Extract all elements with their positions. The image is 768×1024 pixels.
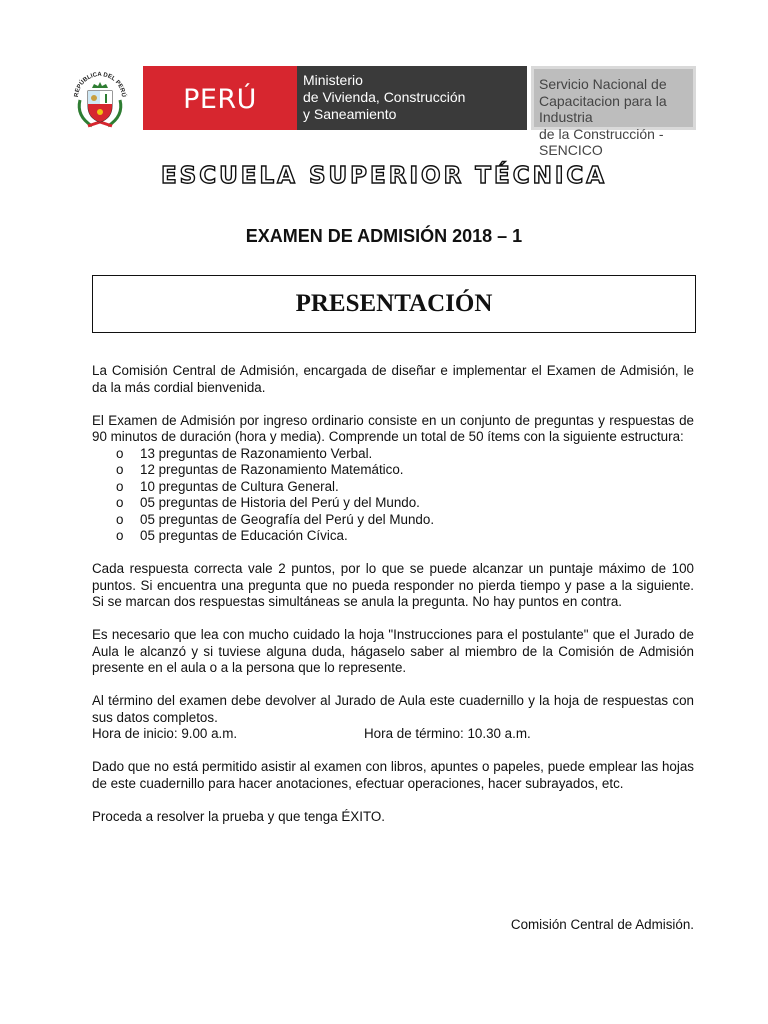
paragraph-closing: Proceda a resolver la prueba y que tenga ÉXITO. <box>92 808 386 824</box>
list-item <box>92 495 694 512</box>
school-title: ESCUELA SUPERIOR TÉCNICA <box>160 163 608 189</box>
ministry-line: Ministerio <box>303 72 363 88</box>
seal-text: REPÚBLICA DEL PERÚ <box>73 71 127 98</box>
section-title: PRESENTACIÓN <box>295 290 493 317</box>
list-item-text: 05 preguntas de Educación Cívica. <box>140 528 348 543</box>
coat-of-arms-seal <box>66 64 134 132</box>
list-item <box>92 446 694 463</box>
bullet-icon: o <box>116 528 124 543</box>
list-item <box>92 462 694 479</box>
ministry-line: y Saneamiento <box>303 106 397 122</box>
sencico-line: de la Construcción - SENCICO <box>539 125 664 158</box>
bullet-icon: o <box>116 478 124 494</box>
section-title-box <box>92 275 696 333</box>
sencico-line: Servicio Nacional de <box>539 76 667 92</box>
ministry-block <box>297 66 527 130</box>
paragraph-materials: Dado que no está permitido asistir al examen con libros, apuntes o papeles, puede emplear las hojas de este cuadernillo para hacer anotaciones, efectuar operaciones, hacer subrayados, etc. <box>92 759 694 791</box>
paragraph-return: Al término del examen debe devolver al Jurado de Aula este cuadernillo y la hoja de respuestas con sus datos completos. <box>92 693 694 725</box>
list-item <box>92 479 694 496</box>
peru-label: PERÚ <box>183 84 257 115</box>
signature: Comisión Central de Admisión. <box>510 917 694 932</box>
list-item <box>92 528 694 545</box>
paragraph-instructions: Es necesario que lea con mucho cuidado la hoja "Instrucciones para el postulante" que el Jurado de Aula le alcanzó y si tuviese alguna duda, hágaselo saber al miembro de la Comisión de Admisión presente en el aula o a la persona que lo represente. <box>92 627 694 675</box>
document-body <box>92 363 694 825</box>
peru-brand-block <box>143 66 297 130</box>
bullet-icon: o <box>116 511 124 527</box>
sencico-block <box>531 66 696 158</box>
list-item-text: 05 preguntas de Geografía del Perú y del Mundo. <box>140 511 435 527</box>
start-time: Hora de inicio: 9.00 a.m. <box>92 726 238 741</box>
list-item-text: 13 preguntas de Razonamiento Verbal. <box>140 445 373 461</box>
list-item-text: 05 preguntas de Historia del Perú y del Mundo. <box>140 495 420 510</box>
ministry-name <box>303 72 465 123</box>
paragraph-scoring: Cada respuesta correcta vale 2 puntos, por lo que se puede alcanzar un puntaje máximo de 100 puntos. Si encuentra una pregunta que no pueda responder no pierda tiempo y pase a la siguiente. Si se marcan dos respuestas simultáneas se anula la pregunta. No hay puntos en contra. <box>92 561 694 609</box>
list-item-text: 12 preguntas de Razonamiento Matemático. <box>140 462 404 477</box>
end-time: Hora de término: 10.30 a.m. <box>364 726 531 741</box>
bullet-icon: o <box>116 445 124 461</box>
sencico-name <box>539 76 693 159</box>
sencico-line: Capacitacion para la Industria <box>539 92 667 125</box>
bullet-icon: o <box>116 495 124 510</box>
paragraph-exam-description: El Examen de Admisión por ingreso ordinario consiste en un conjunto de preguntas y respuestas de 90 minutos de duración (hora y media). Comprende un total de 50 ítems con la siguiente estructura: <box>92 412 694 444</box>
bullet-icon: o <box>116 462 124 477</box>
exam-title: EXAMEN DE ADMISIÓN 2018 – 1 <box>245 226 523 246</box>
sencico-inner <box>534 69 693 158</box>
exam-times <box>92 726 694 743</box>
ministry-line: de Vivienda, Construcción <box>303 89 466 105</box>
exam-structure-list <box>92 446 694 545</box>
header-banner <box>66 64 696 158</box>
list-item-text: 10 preguntas de Cultura General. <box>140 478 339 494</box>
paragraph-welcome: La Comisión Central de Admisión, encargada de diseñar e implementar el Examen de Admisión, le da la más cordial bienvenida. <box>92 363 694 395</box>
list-item <box>92 512 694 529</box>
